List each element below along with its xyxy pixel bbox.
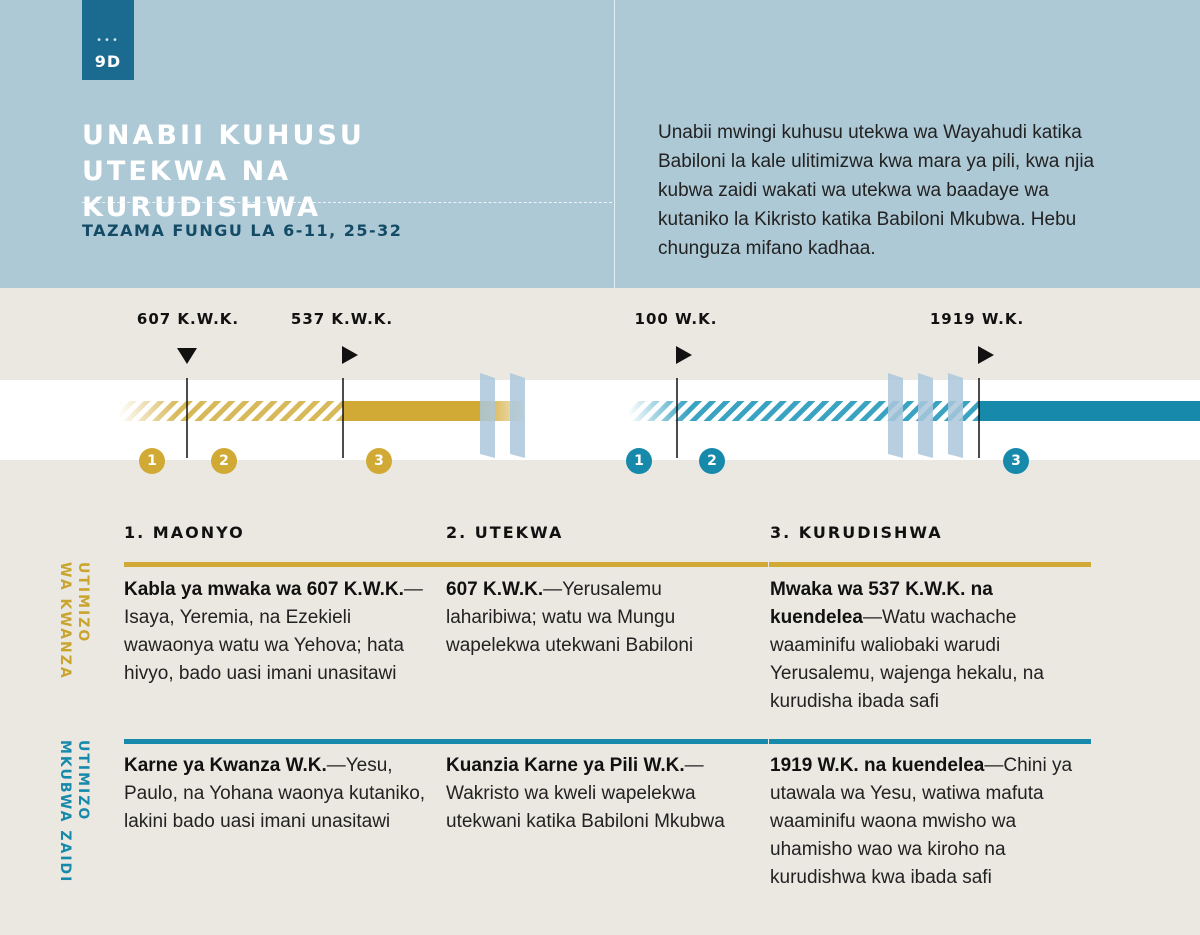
blue-track-solid	[979, 401, 1200, 421]
column-header-utekwa: 2. UTEKWA	[446, 523, 564, 542]
row-rule-blue	[769, 739, 1091, 744]
column-header-kurudishwa: 3. KURUDISHWA	[770, 523, 943, 542]
date-label-537: 537 K.W.K.	[290, 310, 394, 328]
cell-heading: Mwaka wa 537 K.W.K. na kuendelea	[770, 579, 993, 628]
break-bar	[510, 373, 525, 458]
row-label-first-fulfillment: UTIMIZO WA KWANZA	[57, 562, 91, 680]
header-panel	[0, 0, 1200, 288]
cell-body: —Isaya, Yeremia, na Ezekieli wawaonya watu wa Yehova; hata hivyo, bado uasi imani unasitawi	[124, 579, 423, 684]
break-bar	[480, 373, 495, 458]
cell-body: —Yesu, Paulo, na Yohana waonya kutaniko, lakini bado uasi imani unasitawi	[124, 755, 426, 832]
cell-greater-warning	[124, 752, 434, 836]
marker-blue-2: 2	[699, 448, 725, 474]
marker-gold-2: 2	[211, 448, 237, 474]
cell-heading: 607 K.W.K.	[446, 579, 544, 600]
cell-body: —Wakristo wa kweli wapelekwa utekwani katika Babiloni Mkubwa	[446, 755, 725, 832]
timeline	[0, 290, 1200, 470]
section-tag	[82, 0, 134, 80]
break-bar	[918, 373, 933, 458]
row-rule-blue	[446, 739, 768, 744]
cell-heading: 1919 W.K. na kuendelea	[770, 755, 985, 776]
title-divider	[82, 202, 612, 203]
row-rule-gold	[124, 562, 446, 567]
cell-body: —Yerusalemu laharibiwa; watu wa Mungu wapelekwa utekwani Babiloni	[446, 579, 694, 656]
row-rule-blue	[124, 739, 446, 744]
gold-track-fade	[118, 401, 178, 421]
cell-heading: Kuanzia Karne ya Pili W.K.	[446, 755, 685, 776]
cell-heading: Karne ya Kwanza W.K.	[124, 755, 327, 776]
column-header-maonyo: 1. MAONYO	[124, 523, 245, 542]
page-title: UNABII KUHUSU UTEKWA NA KURUDISHWA	[82, 120, 365, 223]
cell-greater-restoration	[770, 752, 1080, 892]
marker-gold-1: 1	[139, 448, 165, 474]
intro-text: Unabii mwingi kuhusu utekwa wa Wayahudi katika Babiloni la kale ulitimizwa kwa mara ya pili, kwa njia kubwa zaidi wakati wa utekwa wa baadaye wa kutaniko la Kikristo katika Babiloni Mkubwa. Hebu chunguza mifano kadhaa.	[658, 122, 1095, 259]
tag-number: 9D	[94, 52, 122, 71]
arrow-down-icon	[177, 348, 197, 364]
cell-first-restoration	[770, 576, 1080, 716]
arrow-right-icon	[342, 346, 358, 364]
date-label-1919: 1919 W.K.	[929, 310, 1025, 328]
date-label-100: 100 W.K.	[634, 310, 718, 328]
arrow-right-icon	[676, 346, 692, 364]
row-rule-gold	[446, 562, 768, 567]
marker-blue-3: 3	[1003, 448, 1029, 474]
marker-gold-3: 3	[366, 448, 392, 474]
marker-blue-1: 1	[626, 448, 652, 474]
tag-dots: •••	[96, 35, 120, 46]
page-subtitle: TAZAMA FUNGU LA 6-11, 25-32	[82, 221, 403, 240]
cell-first-captivity	[446, 576, 756, 660]
arrow-right-icon	[978, 346, 994, 364]
cell-body: —Chini ya utawala wa Yesu, watiwa mafuta waaminifu waona mwisho wa uhamisho wao wa kiroho na kurudishwa kwa ibada safi	[770, 755, 1073, 888]
cell-greater-captivity	[446, 752, 756, 836]
row-rule-gold	[769, 562, 1091, 567]
header-divider	[614, 0, 615, 288]
blue-track-fade	[628, 401, 688, 421]
cell-heading: Kabla ya mwaka wa 607 K.W.K.	[124, 579, 404, 600]
break-bar	[888, 373, 903, 458]
date-label-607: 607 K.W.K.	[136, 310, 240, 328]
row-label-greater-fulfillment: UTIMIZO MKUBWA ZAIDI	[57, 740, 91, 884]
cell-first-warning	[124, 576, 434, 688]
break-bar	[948, 373, 963, 458]
cell-body: —Watu wachache waaminifu waliobaki warudi Yerusalemu, wajenga hekalu, na kurudisha ibada safi	[770, 607, 1044, 712]
